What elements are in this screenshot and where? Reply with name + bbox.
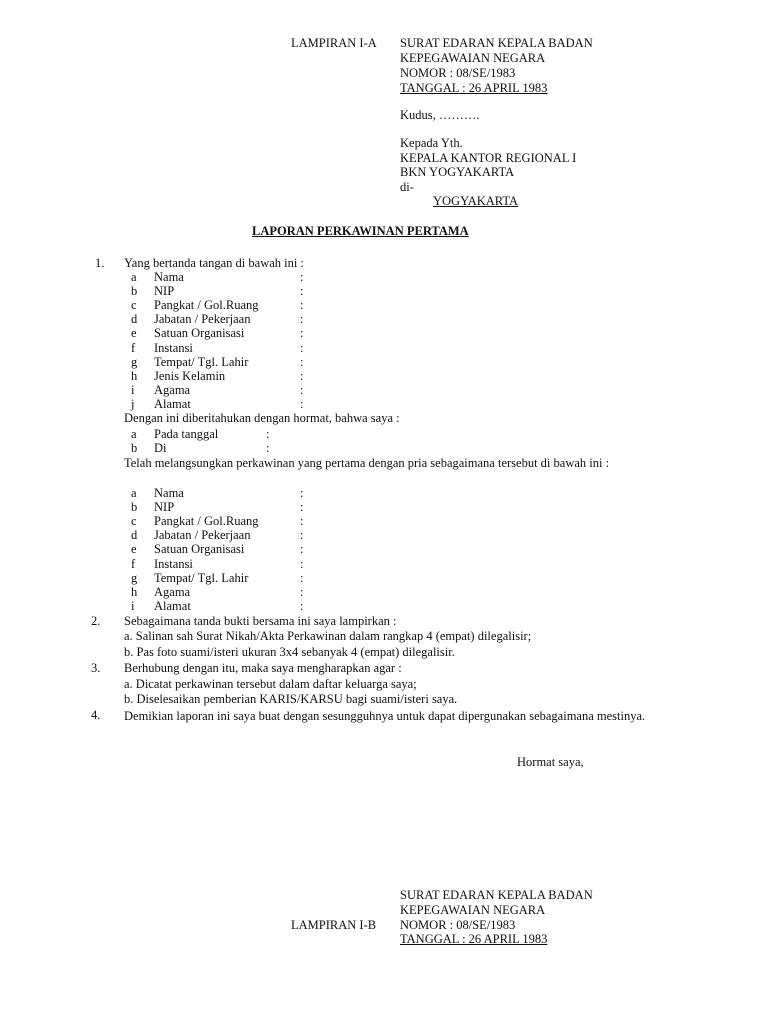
field-label: Pada tanggal xyxy=(154,427,219,441)
field-label: Jabatan / Pekerjaan xyxy=(154,528,251,543)
field-letter: h xyxy=(131,368,138,383)
field-label: Pangkat / Gol.Ruang xyxy=(154,298,259,313)
field-label: Tempat/ Tgl. Lahir xyxy=(154,354,249,369)
closing-salutation: Hormat saya, xyxy=(517,755,584,769)
recipient-line: KEPALA KANTOR REGIONAL I xyxy=(400,151,577,165)
field-colon: : xyxy=(300,556,304,571)
attachment-item: a. Salinan sah Surat Nikah/Akta Perkawinan dalam rangkap 4 (empat) dilegalisir; xyxy=(124,629,532,643)
field-letter: a xyxy=(131,270,137,284)
circular-date: TANGGAL : 26 APRIL 1983 xyxy=(400,81,548,95)
section-intro: Sebagaimana tanda bukti bersama ini saya lampirkan : xyxy=(124,614,397,628)
field-letter: g xyxy=(131,570,138,585)
section-intro: Berhubung dengan itu, maka saya mengharapkan agar : xyxy=(124,661,402,675)
field-colon: : xyxy=(300,598,304,613)
field-letter: f xyxy=(131,556,136,571)
circular-title-line2: KEPEGAWAIAN NEGARA xyxy=(400,903,546,917)
field-letter: d xyxy=(131,312,138,327)
circular-title-line2: KEPEGAWAIAN NEGARA xyxy=(400,51,546,65)
field-label: Jabatan / Pekerjaan xyxy=(154,312,251,327)
field-colon: : xyxy=(300,326,304,341)
request-item: a. Dicatat perkawinan tersebut dalam daftar keluarga saya; xyxy=(124,677,417,691)
field-label: Pangkat / Gol.Ruang xyxy=(154,514,259,529)
field-letter: i xyxy=(131,598,135,613)
field-letter: e xyxy=(131,542,137,557)
field-letter: c xyxy=(131,298,137,313)
field-letter: a xyxy=(131,427,137,441)
recipient-line: BKN YOGYAKARTA xyxy=(400,165,515,179)
lampiran-label: LAMPIRAN I-B xyxy=(291,918,377,932)
closing-statement: Demikian laporan ini saya buat dengan sesungguhnya untuk dapat dipergunakan sebagaimana mestinya. xyxy=(124,709,646,723)
field-label: Di xyxy=(154,441,167,455)
field-colon: : xyxy=(300,340,304,355)
field-letter: b xyxy=(131,441,138,455)
field-label: Instansi xyxy=(154,556,193,571)
notice-text: Dengan ini diberitahukan dengan hormat, bahwa saya : xyxy=(124,411,400,425)
field-letter: b xyxy=(131,284,138,299)
field-label: NIP xyxy=(154,284,175,299)
recipient-city: YOGYAKARTA xyxy=(433,194,519,208)
field-label: Tempat/ Tgl. Lahir xyxy=(154,570,249,585)
field-label: Satuan Organisasi xyxy=(154,326,245,341)
field-label: Satuan Organisasi xyxy=(154,542,245,557)
field-colon: : xyxy=(300,382,304,397)
recipient-line: Kepada Yth. xyxy=(400,136,463,150)
field-letter: a xyxy=(131,486,137,500)
circular-date: TANGGAL : 26 APRIL 1983 xyxy=(400,932,548,946)
section-number: 4. xyxy=(91,708,101,722)
attachment-item: b. Pas foto suami/isteri ukuran 3x4 sebanyak 4 (empat) dilegalisir. xyxy=(124,645,455,659)
request-item: b. Diselesaikan pemberian KARIS/KARSU bagi suami/isteri saya. xyxy=(124,692,458,706)
place-date: Kudus, ………. xyxy=(400,108,480,122)
field-letter: e xyxy=(131,326,137,341)
field-label: NIP xyxy=(154,500,175,515)
document-title: LAPORAN PERKAWINAN PERTAMA xyxy=(252,224,469,238)
field-colon: : xyxy=(300,354,304,369)
field-colon: : xyxy=(300,500,304,515)
field-letter: h xyxy=(131,584,138,599)
section-intro: Yang bertanda tangan di bawah ini : xyxy=(124,256,304,270)
field-label: Instansi xyxy=(154,340,193,355)
field-letter: g xyxy=(131,354,138,369)
field-letter: b xyxy=(131,500,138,515)
field-label: Nama xyxy=(154,486,184,500)
field-label: Jenis Kelamin xyxy=(154,368,226,383)
field-label: Alamat xyxy=(154,598,191,613)
field-label: Agama xyxy=(154,382,191,397)
field-colon: : xyxy=(300,528,304,543)
field-colon: : xyxy=(300,584,304,599)
field-letter: f xyxy=(131,340,136,355)
field-label: Agama xyxy=(154,584,191,599)
field-colon: : xyxy=(300,270,304,284)
field-letter: d xyxy=(131,528,138,543)
recipient-line: di- xyxy=(400,180,414,194)
circular-title-line1: SURAT EDARAN KEPALA BADAN xyxy=(400,36,593,50)
circular-number: NOMOR : 08/SE/1983 xyxy=(400,918,516,932)
lampiran-label: LAMPIRAN I-A xyxy=(291,36,377,50)
field-colon: : xyxy=(300,396,304,411)
field-colon: : xyxy=(300,514,304,529)
section-number: 1. xyxy=(95,256,105,270)
field-letter: i xyxy=(131,382,135,397)
field-letter: j xyxy=(131,396,135,411)
field-colon: : xyxy=(300,368,304,383)
field-colon: : xyxy=(300,312,304,327)
circular-title-line1: SURAT EDARAN KEPALA BADAN xyxy=(400,888,593,902)
married-text: Telah melangsungkan perkawinan yang pertama dengan pria sebagaimana tersebut di bawah ini : xyxy=(124,456,610,470)
field-colon: : xyxy=(300,486,304,500)
field-colon: : xyxy=(300,570,304,585)
circular-number: NOMOR : 08/SE/1983 xyxy=(400,66,516,80)
field-colon: : xyxy=(300,542,304,557)
field-colon: : xyxy=(300,284,304,299)
field-colon: : xyxy=(300,298,304,313)
field-label: Nama xyxy=(154,270,184,284)
field-letter: c xyxy=(131,514,137,529)
section-number: 3. xyxy=(91,661,101,675)
field-colon: : xyxy=(266,441,270,455)
field-label: Alamat xyxy=(154,396,191,411)
section-number: 2. xyxy=(91,614,101,628)
field-colon: : xyxy=(266,427,270,441)
